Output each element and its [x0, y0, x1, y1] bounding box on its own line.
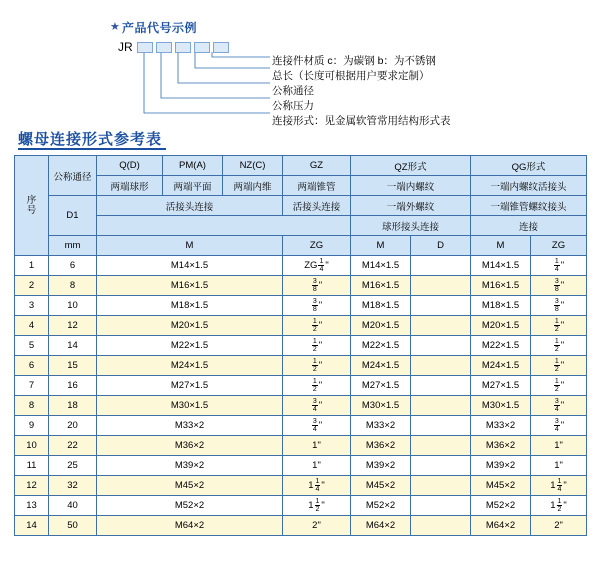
cell-q-thread: M27×1.5: [97, 376, 283, 396]
table-row: [15, 416, 587, 436]
cell-qg-m: M22×1.5: [471, 336, 531, 356]
cell-qg-m: M24×1.5: [471, 356, 531, 376]
legend-title: 产品代号示例: [122, 21, 198, 35]
header-group-pm-code: PM(A): [163, 156, 223, 176]
cell-dn: 15: [49, 356, 97, 376]
header-group-gz-code: GZ: [283, 156, 351, 176]
cell-dn: 40: [49, 496, 97, 516]
header-group-qg-code: QG形式: [471, 156, 587, 176]
cell-seq: 3: [15, 296, 49, 316]
code-box: [213, 42, 229, 53]
header-row-desc2: [15, 196, 587, 216]
cell-seq: 13: [15, 496, 49, 516]
cell-dn: 25: [49, 456, 97, 476]
cell-seq: 14: [15, 516, 49, 536]
product-code-legend: [0, 0, 600, 127]
header-blank-span: [97, 216, 351, 236]
cell-seq: 5: [15, 336, 49, 356]
table-row: [15, 336, 587, 356]
cell-qg-zg: 1 $\frac{1}{2}$ ": [531, 496, 587, 516]
page-title: 螺母连接形式参考表: [18, 131, 163, 148]
cell-dn: 6: [49, 256, 97, 276]
cell-qz-d: [411, 456, 471, 476]
cell-q-thread: M24×1.5: [97, 356, 283, 376]
cell-q-thread: M20×1.5: [97, 316, 283, 336]
cell-seq: 7: [15, 376, 49, 396]
cell-q-thread: M64×2: [97, 516, 283, 536]
cell-qz-m: M52×2: [351, 496, 411, 516]
cell-gz-thread: $\frac{1}{2}$ ": [283, 316, 351, 336]
header-qz-desc2: 一端外螺纹: [351, 196, 471, 216]
title-underline: [18, 148, 166, 150]
cell-dn: 20: [49, 416, 97, 436]
table-row: [15, 496, 587, 516]
cell-qg-m: M64×2: [471, 516, 531, 536]
cell-qz-d: [411, 356, 471, 376]
cell-qz-d: [411, 256, 471, 276]
header-group-qz-code: QZ形式: [351, 156, 471, 176]
cell-qz-d: [411, 376, 471, 396]
cell-gz-thread: 1": [283, 456, 351, 476]
code-box: [175, 42, 191, 53]
cell-dn: 12: [49, 316, 97, 336]
header-gz-desc: 两端锥管: [283, 176, 351, 196]
cell-gz-thread: $\frac{3}{4}$ ": [283, 416, 351, 436]
cell-gz-thread: 2": [283, 516, 351, 536]
cell-qz-m: M18×1.5: [351, 296, 411, 316]
cell-qg-zg: $\frac{1}{2}$ ": [531, 316, 587, 336]
cell-qg-m: M36×2: [471, 436, 531, 456]
header-q-desc: 两端球形: [97, 176, 163, 196]
header-seq: 序 号: [15, 156, 49, 256]
table-row: [15, 396, 587, 416]
header-thread-m: M: [97, 236, 283, 256]
cell-qz-d: [411, 276, 471, 296]
table-row: [15, 256, 587, 276]
nut-connection-table-wrap: [14, 155, 586, 536]
cell-q-thread: M52×2: [97, 496, 283, 516]
cell-qz-d: [411, 316, 471, 336]
cell-seq: 1: [15, 256, 49, 276]
header-qg-desc2: 一端锥管螺纹接头: [471, 196, 587, 216]
table-row: [15, 476, 587, 496]
cell-qg-m: M18×1.5: [471, 296, 531, 316]
cell-qz-d: [411, 436, 471, 456]
header-row-unit: [15, 236, 587, 256]
cell-qz-m: M20×1.5: [351, 316, 411, 336]
cell-seq: 2: [15, 276, 49, 296]
cell-gz-thread: $\frac{3}{8}$ ": [283, 296, 351, 316]
header-qz-desc: 一端内螺纹: [351, 176, 471, 196]
cell-q-thread: M39×2: [97, 456, 283, 476]
header-row-desc3: [15, 216, 587, 236]
header-group-nz-code: NZ(C): [223, 156, 283, 176]
table-row: [15, 296, 587, 316]
cell-qg-m: M39×2: [471, 456, 531, 476]
cell-qg-m: M33×2: [471, 416, 531, 436]
table-row: [15, 316, 587, 336]
cell-seq: 4: [15, 316, 49, 336]
header-qz-conn: 球形接头连接: [351, 216, 471, 236]
header-gz-conn: 活接头连接: [283, 196, 351, 216]
cell-seq: 10: [15, 436, 49, 456]
cell-qg-zg: 1": [531, 436, 587, 456]
table-row: [15, 356, 587, 376]
cell-q-thread: M22×1.5: [97, 336, 283, 356]
cell-qg-m: M14×1.5: [471, 256, 531, 276]
star-icon: ★: [110, 21, 120, 33]
cell-seq: 12: [15, 476, 49, 496]
cell-qz-m: M45×2: [351, 476, 411, 496]
cell-qz-m: M36×2: [351, 436, 411, 456]
cell-seq: 6: [15, 356, 49, 376]
cell-qz-m: M39×2: [351, 456, 411, 476]
cell-q-thread: M18×1.5: [97, 296, 283, 316]
cell-q-thread: M45×2: [97, 476, 283, 496]
legend-label-dn: 公称通径: [272, 85, 314, 97]
cell-qz-m: M16×1.5: [351, 276, 411, 296]
code-box: [194, 42, 210, 53]
cell-gz-thread: 1": [283, 436, 351, 456]
header-qg-zg: ZG: [531, 236, 587, 256]
cell-dn: 18: [49, 396, 97, 416]
cell-qg-zg: $\frac{1}{2}$ ": [531, 336, 587, 356]
header-row-code: [15, 156, 587, 176]
cell-qg-m: M45×2: [471, 476, 531, 496]
cell-qg-zg: $\frac{3}{8}$ ": [531, 296, 587, 316]
legend-label-material: 连接件材质 c：为碳钢 b：为不锈钢: [272, 55, 436, 67]
table-row: [15, 436, 587, 456]
cell-dn: 8: [49, 276, 97, 296]
cell-qz-d: [411, 296, 471, 316]
table-row: [15, 276, 587, 296]
header-row-desc1: [15, 176, 587, 196]
cell-qg-zg: 1": [531, 456, 587, 476]
cell-qg-zg: $\frac{3}{4}$ ": [531, 396, 587, 416]
cell-gz-thread: $\frac{3}{4}$ ": [283, 396, 351, 416]
cell-qz-m: M22×1.5: [351, 336, 411, 356]
product-code-boxes: [137, 42, 229, 53]
cell-gz-thread: $\frac{3}{8}$ ": [283, 276, 351, 296]
cell-qg-m: M20×1.5: [471, 316, 531, 336]
cell-gz-thread: 1 $\frac{1}{2}$ ": [283, 496, 351, 516]
cell-qz-d: [411, 476, 471, 496]
cell-gz-thread: 1 $\frac{1}{4}$ ": [283, 476, 351, 496]
header-qz-m: M: [351, 236, 411, 256]
cell-qz-d: [411, 516, 471, 536]
cell-qz-m: M33×2: [351, 416, 411, 436]
header-qg-m: M: [471, 236, 531, 256]
cell-qg-zg: 2": [531, 516, 587, 536]
cell-qz-d: [411, 496, 471, 516]
legend-label-length: 总长（长度可根据用户要求定制）: [272, 70, 430, 82]
header-unit-mm: mm: [49, 236, 97, 256]
product-code-prefix: JR: [118, 40, 133, 54]
table-row: [15, 516, 587, 536]
cell-qg-zg: $\frac{1}{2}$ ": [531, 376, 587, 396]
cell-gz-thread: $\frac{1}{2}$ ": [283, 356, 351, 376]
header-qz-d: D: [411, 236, 471, 256]
header-qg-desc: 一端内螺纹活接头: [471, 176, 587, 196]
cell-dn: 10: [49, 296, 97, 316]
cell-qg-m: M52×2: [471, 496, 531, 516]
cell-dn: 14: [49, 336, 97, 356]
legend-label-connection: 连接形式：见金属软管常用结构形式表: [272, 115, 451, 127]
cell-qg-zg: $\frac{1}{2}$ ": [531, 356, 587, 376]
cell-qz-m: M24×1.5: [351, 356, 411, 376]
cell-gz-thread: ZG $\frac{1}{4}$ ": [283, 256, 351, 276]
cell-qg-m: M30×1.5: [471, 396, 531, 416]
cell-qg-m: M27×1.5: [471, 376, 531, 396]
header-group-q-code: Q(D): [97, 156, 163, 176]
cell-dn: 50: [49, 516, 97, 536]
cell-q-thread: M36×2: [97, 436, 283, 456]
cell-q-thread: M16×1.5: [97, 276, 283, 296]
cell-q-thread: M33×2: [97, 416, 283, 436]
table-body: [15, 256, 587, 536]
table-row: [15, 456, 587, 476]
code-box: [137, 42, 153, 53]
cell-gz-thread: $\frac{1}{2}$ ": [283, 336, 351, 356]
cell-dn: 32: [49, 476, 97, 496]
cell-qg-zg: $\frac{3}{4}$ ": [531, 416, 587, 436]
cell-seq: 8: [15, 396, 49, 416]
cell-seq: 11: [15, 456, 49, 476]
header-dn: 公称通径: [49, 156, 97, 196]
cell-qz-m: M14×1.5: [351, 256, 411, 276]
cell-gz-thread: $\frac{1}{2}$ ": [283, 376, 351, 396]
cell-qg-zg: $\frac{3}{8}$ ": [531, 276, 587, 296]
cell-qz-d: [411, 336, 471, 356]
cell-qz-m: M30×1.5: [351, 396, 411, 416]
header-qg-conn: 连接: [471, 216, 587, 236]
cell-qz-d: [411, 396, 471, 416]
cell-qz-m: M27×1.5: [351, 376, 411, 396]
cell-qg-m: M16×1.5: [471, 276, 531, 296]
cell-q-thread: M14×1.5: [97, 256, 283, 276]
code-box: [156, 42, 172, 53]
header-q-conn: 活接头连接: [97, 196, 283, 216]
header-thread-zg: ZG: [283, 236, 351, 256]
cell-dn: 16: [49, 376, 97, 396]
cell-q-thread: M30×1.5: [97, 396, 283, 416]
cell-qg-zg: $\frac{1}{4}$ ": [531, 256, 587, 276]
cell-dn: 22: [49, 436, 97, 456]
table-head: [15, 156, 587, 256]
cell-seq: 9: [15, 416, 49, 436]
header-nz-desc: 两端内维: [223, 176, 283, 196]
header-dn-d1: D1: [49, 196, 97, 236]
cell-qz-d: [411, 416, 471, 436]
cell-qz-m: M64×2: [351, 516, 411, 536]
cell-qg-zg: 1 $\frac{1}{4}$ ": [531, 476, 587, 496]
table-row: [15, 376, 587, 396]
header-pm-desc: 两端平面: [163, 176, 223, 196]
legend-label-pressure: 公称压力: [272, 100, 314, 112]
nut-connection-table: [14, 155, 587, 536]
